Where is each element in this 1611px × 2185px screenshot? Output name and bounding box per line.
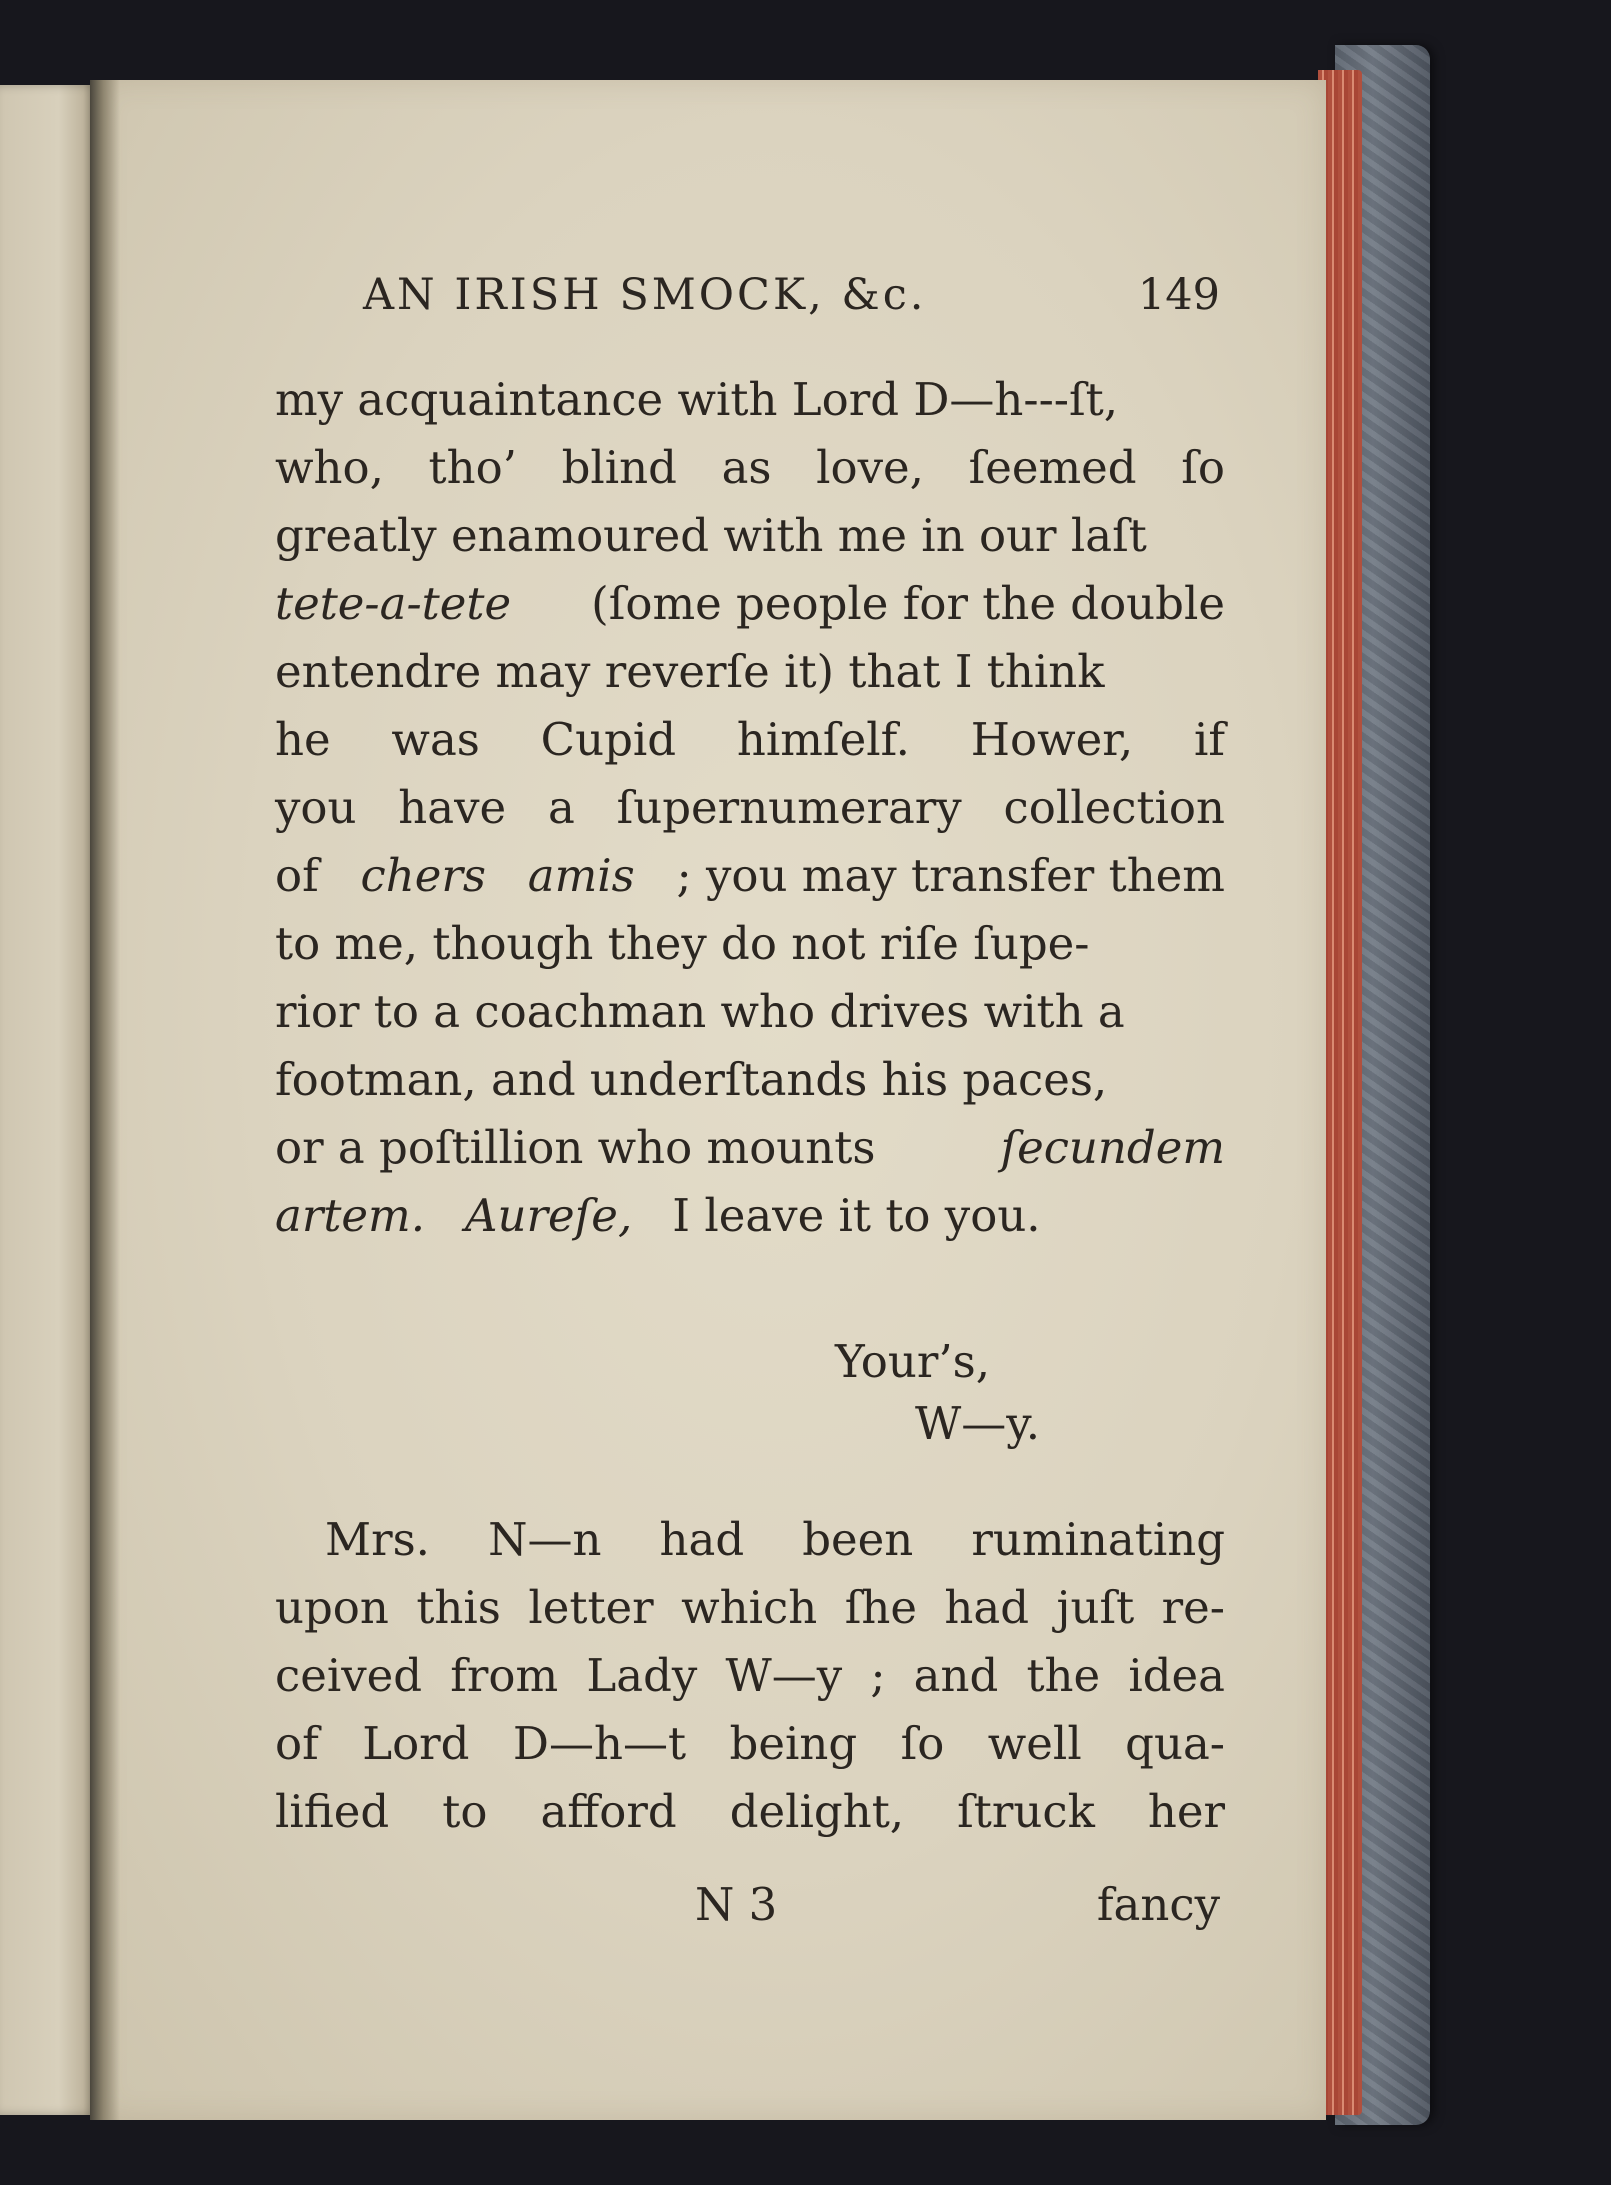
page-footer [275,1875,1225,1935]
text-line [275,506,1225,566]
word: collection [1003,781,1225,834]
text-line: of Lord D—h—t being ſo well qua- [275,1717,1225,1770]
signature-text: W—y. [915,1397,1041,1450]
word: I leave it to you. [672,1189,1041,1242]
text-line [275,1118,1225,1178]
text-line: upon this letter which ſhe had juſt re- [275,1581,1225,1634]
running-title: AN IRISH SMOCK, &c. [363,270,927,320]
book-page [98,80,1326,2120]
text-line [275,438,1225,498]
word: tho’ [428,441,517,494]
word: ſecundem [1000,1121,1225,1174]
gutter-shadow [90,80,120,2120]
word: footman, and underſtands his paces, [275,1053,1108,1106]
text-line: ceived from Lady W—y ; and the idea [275,1649,1225,1702]
word: ſupernumerary [616,781,962,834]
word: have [398,781,507,834]
word: love, [816,441,924,494]
word: was [391,713,480,766]
catchword: fancy [1096,1878,1220,1931]
text-line [275,846,1225,906]
word: rior to a coachman who drives with a [275,985,1125,1038]
text-line: lified to afford delight, ſtruck her [275,1785,1225,1838]
salutation-text: Your’s, [835,1335,991,1388]
word: who, [275,441,384,494]
word: chers [360,849,486,902]
text-line [275,914,1225,974]
word: he [275,713,331,766]
word: ſeemed [968,441,1137,494]
word: amis [527,849,635,902]
word: ſo [1181,441,1225,494]
word: tete-a-tete [275,577,512,630]
text-line [275,1050,1225,1110]
word: a [547,781,575,834]
salutation [275,1332,1225,1392]
word: (ſome people for the double [591,577,1225,630]
word: or a poſtillion who mounts [275,1121,876,1174]
word: Cupid [540,713,677,766]
text-line [275,370,1225,430]
word: of [275,849,319,902]
signature-mark: N 3 [695,1878,778,1931]
word: Aureſe, [465,1189,633,1242]
word: you [275,781,357,834]
word: artem. [275,1189,426,1242]
word: as [721,441,772,494]
text-line [275,574,1225,634]
word: ; you may transfer them [676,849,1225,902]
word: my acquaintance with Lord D—h---ſt, [275,373,1119,426]
word: entendre may reverſe it) that I think [275,645,1105,698]
previous-page-edge [0,85,98,2115]
running-head [275,270,1225,340]
text-line [275,778,1225,838]
text-line: Mrs. N—n had been ruminating [325,1513,1225,1566]
word: Hower, [970,713,1134,766]
text-line [275,982,1225,1042]
text-line [275,710,1225,770]
page-number: 149 [1137,270,1220,320]
word: himſelf. [736,713,910,766]
word: greatly enamoured with me in our laſt [275,509,1147,562]
word: to me, though they do not riſe ſupe- [275,917,1090,970]
text-line [275,1186,1225,1246]
word: if [1193,713,1225,766]
signature [275,1394,1225,1454]
text-line [275,642,1225,702]
word: blind [561,441,677,494]
